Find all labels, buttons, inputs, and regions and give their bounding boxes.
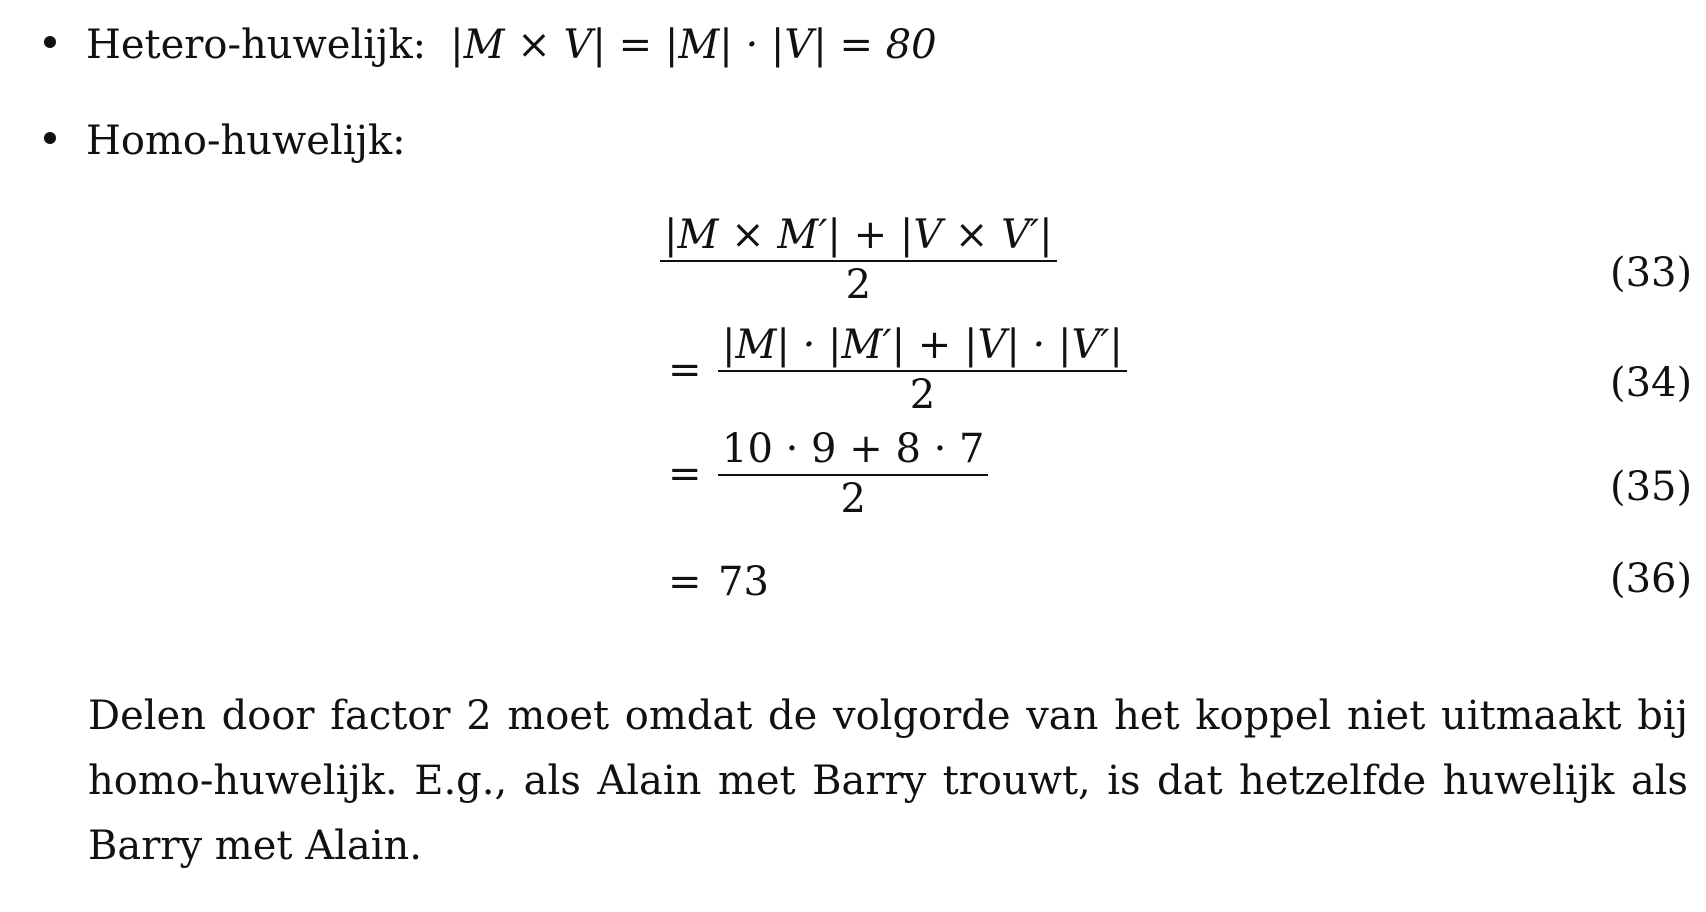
equation-number: (35) — [1610, 464, 1693, 510]
bullet-hetero-label: Hetero-huwelijk: — [86, 22, 427, 68]
fraction-numerator: |M| · |M′| + |V| · |V′| — [718, 322, 1127, 372]
fraction — [718, 426, 988, 522]
fraction-numerator: |M × M′| + |V × V′| — [660, 212, 1057, 262]
fraction-denominator: 2 — [845, 262, 872, 308]
equals-sign: = — [668, 347, 702, 393]
equals-sign: = — [668, 559, 702, 605]
fraction — [660, 212, 1057, 308]
equation-35 — [668, 424, 988, 524]
equation-36 — [668, 532, 769, 632]
bullet-dot-icon — [44, 132, 56, 144]
fraction — [718, 322, 1127, 418]
bullet-homo — [44, 118, 406, 164]
fraction-denominator: 2 — [909, 372, 936, 418]
equation-number: (33) — [1610, 250, 1693, 296]
bullet-hetero — [44, 22, 937, 68]
equation-number: (36) — [1610, 556, 1693, 602]
equation-value: 73 — [718, 559, 769, 605]
equation-number: (34) — [1610, 360, 1693, 406]
equals-sign: = — [668, 451, 702, 497]
fraction-denominator: 2 — [840, 476, 866, 522]
bullet-dot-icon — [44, 36, 56, 48]
bullet-homo-label: Homo-huwelijk: — [86, 118, 406, 164]
equation-33 — [660, 210, 1057, 310]
explanation-paragraph: Delen door factor 2 moet omdat de volgorde van het koppel niet uitmaakt bij homo-huwelijk. E.g., als Alain met Barry trouwt, is dat hetzelfde huwelijk als Barry met Alain. — [88, 693, 1688, 869]
bullet-hetero-formula: |M × V| = |M| · |V| = 80 — [450, 22, 937, 68]
fraction-numerator: 10 · 9 + 8 · 7 — [718, 426, 988, 476]
equation-34 — [668, 320, 1127, 420]
